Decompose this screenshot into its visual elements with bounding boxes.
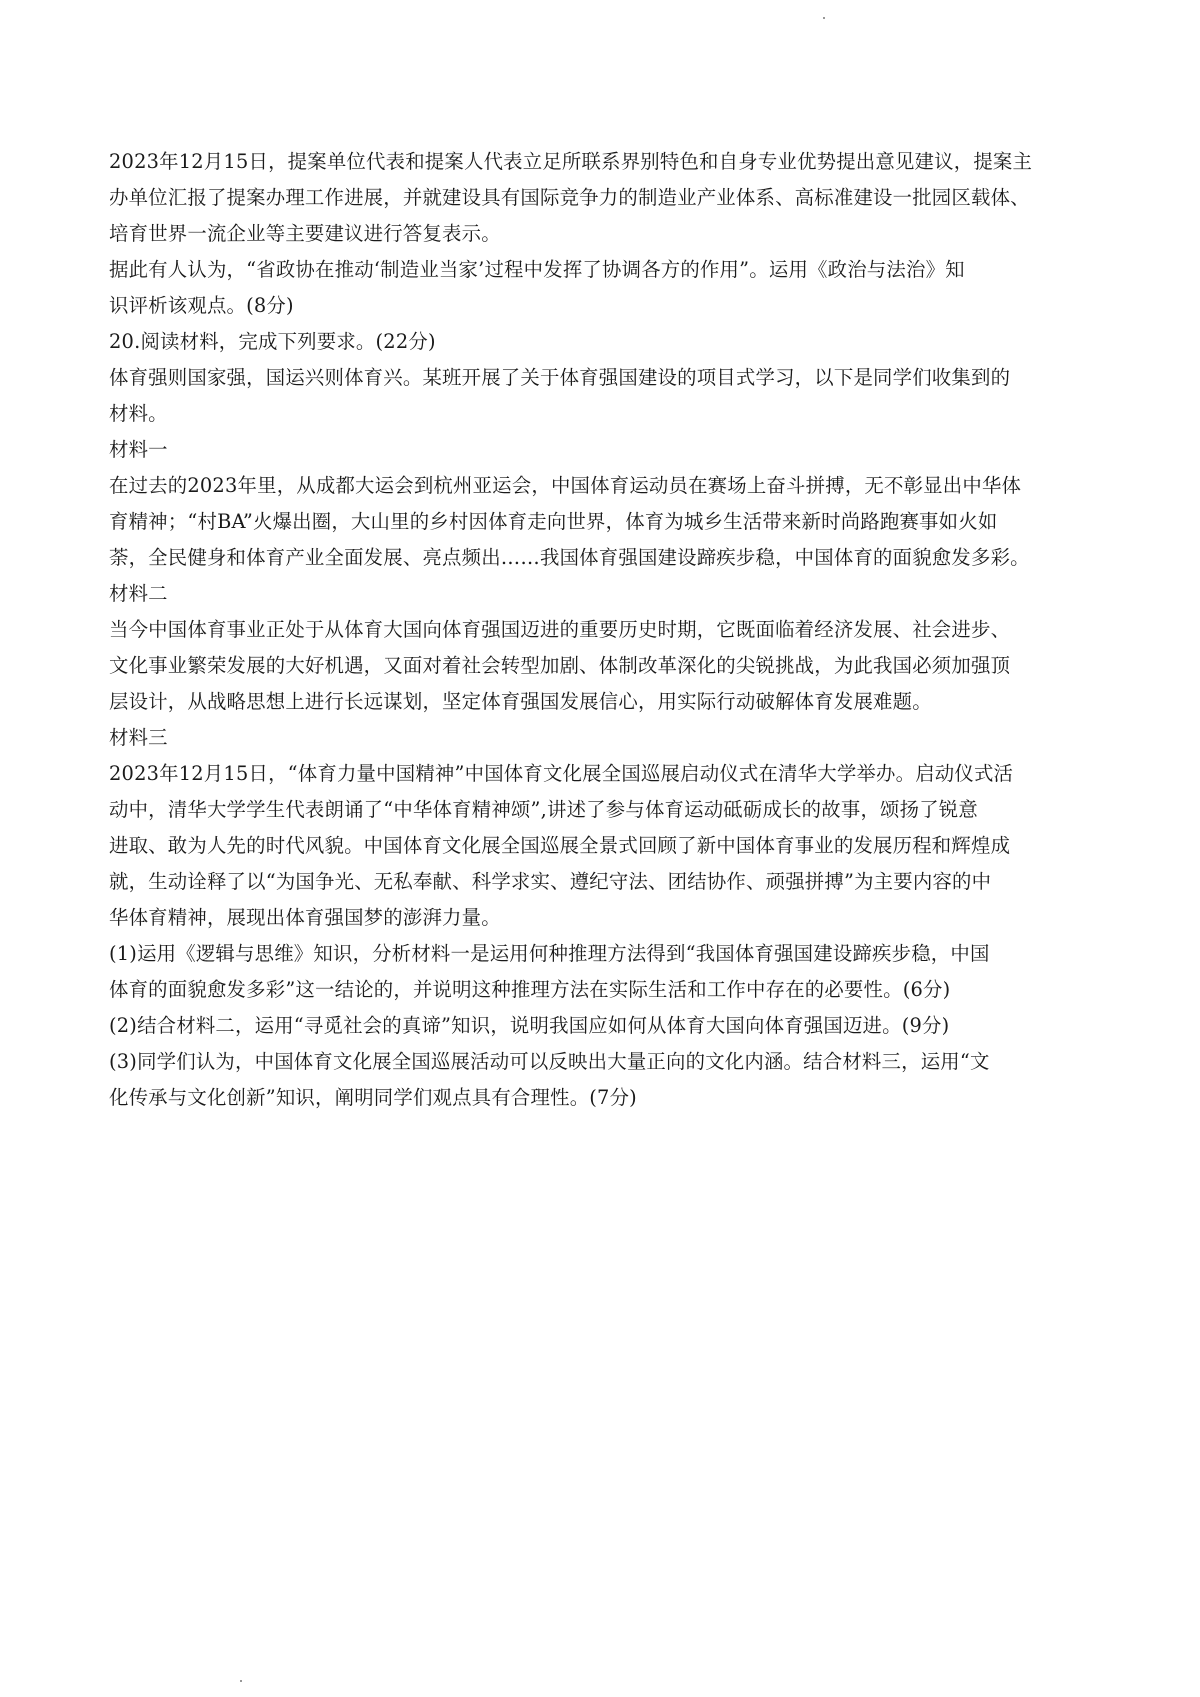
text-line: 材料。	[109, 402, 168, 425]
text-line: 育精神；“村BA”火爆出圈，大山里的乡村因体育走向世界，体育为城乡生活带来新时尚路跑赛事如火如	[109, 510, 998, 533]
scan-speck-bottom	[240, 1680, 242, 1682]
sub-question: (2)结合材料二，运用“寻觅社会的真谛”知识，说明我国应如何从体育大国向体育强国迈进。(9分)	[109, 1014, 950, 1037]
material-heading: 材料三	[109, 726, 168, 749]
text-line: 培育世界一流企业等主要建议进行答复表示。	[109, 222, 501, 245]
text-line: 化传承与文化创新”知识，阐明同学们观点具有合理性。(7分)	[109, 1086, 637, 1109]
text-line: 华体育精神，展现出体育强国梦的澎湃力量。	[109, 906, 501, 929]
text-line: 层设计，从战略思想上进行长远谋划，坚定体育强国发展信心，用实际行动破解体育发展难题。	[109, 690, 932, 713]
text-line: 在过去的2023年里，从成都大运会到杭州亚运会，中国体育运动员在赛场上奋斗拼搏，无不彰显出中华体	[109, 474, 1022, 497]
text-line: 荼，全民健身和体育产业全面发展、亮点频出……我国体育强国建设蹄疾步稳，中国体育的面貌愈发多彩。	[109, 546, 1030, 569]
text-line: 识评析该观点。(8分)	[109, 294, 294, 317]
material-heading: 材料二	[109, 582, 168, 605]
text-line: 文化事业繁荣发展的大好机遇，又面对着社会转型加剧、体制改革深化的尖锐挑战，为此我国必须加强顶	[109, 654, 1011, 677]
text-line: 就，生动诠释了以“为国争光、无私奉献、科学求实、遵纪守法、团结协作、顽强拼搏”为主要内容的中	[109, 870, 992, 893]
text-line: 体育的面貌愈发多彩”这一结论的，并说明这种推理方法在实际生活和工作中存在的必要性。(6分)	[109, 978, 951, 1001]
text-line: 2023年12月15日，“体育力量中国精神”中国体育文化展全国巡展启动仪式在清华大学举办。启动仪式活	[109, 762, 1014, 785]
sub-question: (3)同学们认为，中国体育文化展全国巡展活动可以反映出大量正向的文化内涵。结合材料三，运用“文	[109, 1050, 990, 1073]
sub-question: (1)运用《逻辑与思维》知识，分析材料一是运用何种推理方法得到“我国体育强国建设蹄疾步稳，中国	[109, 942, 990, 965]
scan-speck-top	[823, 17, 825, 19]
material-heading: 材料一	[109, 438, 168, 461]
document-body	[109, 144, 1109, 1116]
text-line: 办单位汇报了提案办理工作进展，并就建设具有国际竞争力的制造业产业体系、高标准建设一批园区载体、	[109, 186, 1030, 209]
question-heading: 20.阅读材料，完成下列要求。(22分)	[109, 330, 436, 353]
text-line: 2023年12月15日，提案单位代表和提案人代表立足所联系界别特色和自身专业优势提出意见建议，提案主	[109, 150, 1033, 173]
text-line: 据此有人认为，“省政协在推动‘制造业当家’过程中发挥了协调各方的作用”。运用《政治与法治》知	[109, 258, 965, 281]
text-line: 当今中国体育事业正处于从体育大国向体育强国迈进的重要历史时期，它既面临着经济发展、社会进步、	[109, 618, 1011, 641]
text-line: 动中，清华大学学生代表朗诵了“中华体育精神颂”,讲述了参与体育运动砥砺成长的故事，颂扬了锐意	[109, 798, 978, 821]
text-line: 进取、敢为人先的时代风貌。中国体育文化展全国巡展全景式回顾了新中国体育事业的发展历程和辉煌成	[109, 834, 1011, 857]
text-line: 体育强则国家强，国运兴则体育兴。某班开展了关于体育强国建设的项目式学习，以下是同学们收集到的	[109, 366, 1011, 389]
